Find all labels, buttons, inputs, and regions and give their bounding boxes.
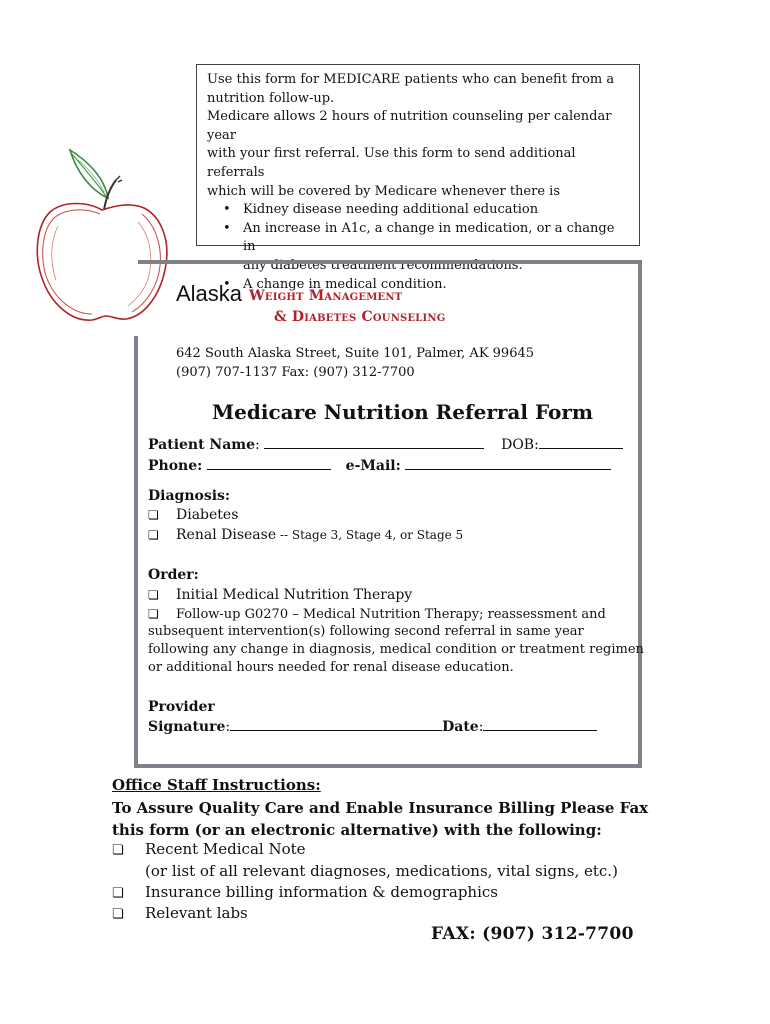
brand-alaska: Alaska (176, 281, 243, 306)
fax-number: FAX: (907) 312-7700 (431, 924, 634, 944)
staff-instructions-subtitle (112, 797, 652, 841)
signature-field[interactable] (230, 718, 442, 731)
provider-label: Provider (148, 699, 215, 715)
form-frame-left (134, 336, 138, 768)
diagnosis-option[interactable] (148, 525, 463, 545)
checkbox-icon[interactable]: ❏ (148, 508, 159, 522)
form-title: Medicare Nutrition Referral Form (212, 400, 594, 424)
staff-instructions-title: Office Staff Instructions: (112, 776, 321, 794)
dob-label: DOB: (501, 437, 539, 453)
phone-field[interactable] (207, 457, 331, 470)
patient-name-field[interactable] (264, 436, 484, 449)
checkbox-icon[interactable]: ❏ (112, 907, 124, 922)
order-followup-cont: or additional hours needed for renal disease education. (148, 660, 514, 675)
notice-line: Medicare allows 2 hours of nutrition counseling per calendar year (207, 109, 612, 143)
order-followup-cont: following any change in diagnosis, medical condition or treatment regimen (148, 642, 644, 657)
notice-line: nutrition follow-up. (207, 90, 335, 106)
brand-weight-management: Weight Management (249, 288, 403, 304)
diagnosis-option[interactable] (148, 505, 238, 525)
signature-label: Signature (148, 719, 226, 735)
notice-bullet-cont: any diabetes treatment recommendations. (243, 257, 523, 273)
checkbox-icon[interactable]: ❏ (148, 588, 159, 602)
patient-name-label: Patient Name (148, 437, 256, 453)
notice-line: which will be covered by Medicare whenever there is (207, 183, 560, 199)
notice-bullet: • Kidney disease needing additional education (243, 201, 631, 220)
date-field[interactable] (483, 718, 597, 731)
date-label: Date (442, 719, 479, 735)
phone-label: Phone: (148, 458, 203, 474)
checkbox-icon[interactable]: ❏ (112, 886, 124, 901)
staff-item-sub: (or list of all relevant diagnoses, medications, vital signs, etc.) (145, 862, 618, 880)
notice-bullet: • An increase in A1c, a change in medication, or a change in (243, 220, 631, 257)
diagnosis-renal-label: Renal Disease (176, 527, 277, 543)
signature-row: Signature: Date: (148, 717, 597, 737)
notice-line: with your first referral. Use this form to send additional referrals (207, 146, 576, 180)
dob-field[interactable] (539, 436, 623, 449)
phone-row (148, 456, 611, 476)
order-followup-cont: subsequent intervention(s) following second referral in same year (148, 624, 584, 639)
order-option[interactable] (148, 585, 412, 605)
staff-item-label: Insurance billing information & demographics (145, 883, 498, 901)
staff-item-label: Recent Medical Note (145, 840, 306, 858)
notice-box (196, 64, 640, 292)
checkbox-icon[interactable]: ❏ (148, 607, 159, 621)
checkbox-icon[interactable]: ❏ (112, 843, 124, 858)
order-initial-label: Initial Medical Nutrition Therapy (176, 587, 413, 603)
staff-item (112, 903, 248, 926)
email-field[interactable] (405, 457, 611, 470)
order-option[interactable] (148, 605, 606, 624)
patient-row: Patient Name: DOB: (148, 435, 623, 455)
diagnosis-label: Diagnosis: (148, 488, 231, 504)
phone-fax: (907) 707-1137 Fax: (907) 312-7700 (176, 365, 415, 380)
order-label: Order: (148, 567, 199, 583)
checkbox-icon[interactable]: ❏ (148, 528, 159, 542)
notice-line: Use this form for MEDICARE patients who can benefit from a (207, 72, 615, 87)
email-label: e-Mail: (345, 458, 401, 474)
staff-subtitle-line: this form (or an electronic alternative) with the following: (112, 821, 602, 839)
brand-diabetes-counseling: & Diabetes Counseling (274, 309, 446, 325)
diagnosis-diabetes-label: Diabetes (176, 507, 239, 523)
notice-bullet: • A change in medical condition. (243, 276, 631, 295)
address: 642 South Alaska Street, Suite 101, Palmer, AK 99645 (176, 346, 535, 361)
order-followup-label: Follow-up G0270 – Medical Nutrition Therapy; reassessment and (176, 607, 606, 622)
staff-item-label: Relevant labs (145, 904, 248, 922)
renal-detail: -- Stage 3, Stage 4, or Stage 5 (276, 528, 464, 542)
staff-item (112, 882, 498, 905)
staff-subtitle-line: To Assure Quality Care and Enable Insurance Billing Please Fax (112, 799, 649, 817)
staff-item (112, 839, 306, 862)
